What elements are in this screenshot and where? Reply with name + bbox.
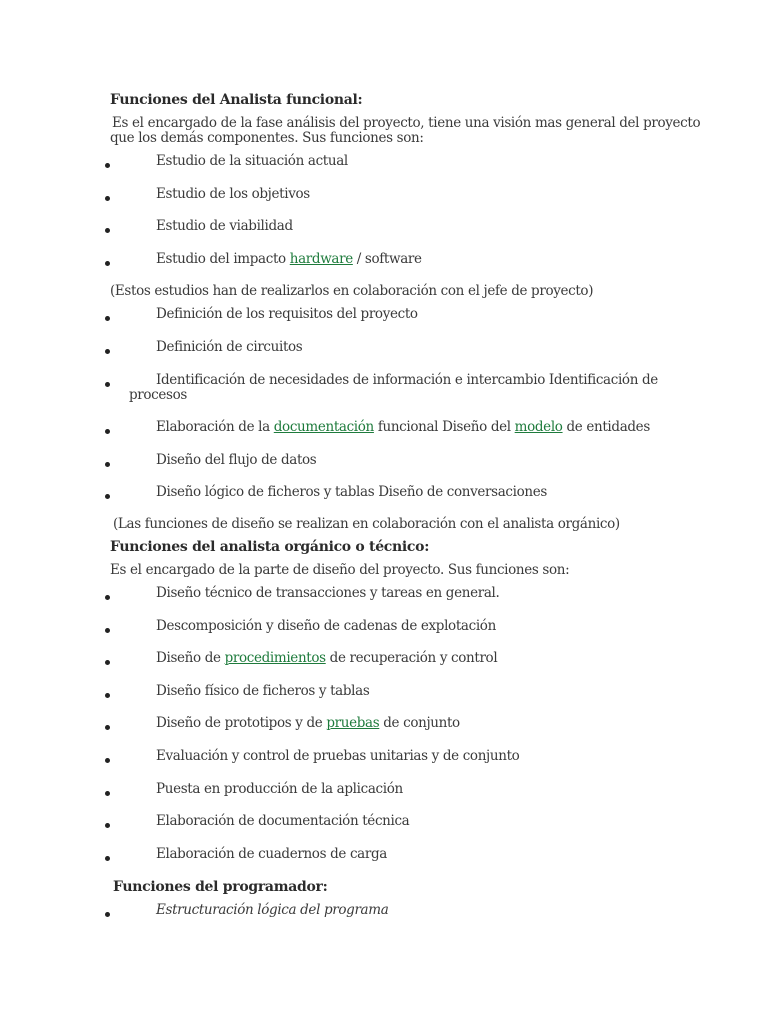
list-item: Puesta en producción de la aplicación (156, 781, 403, 797)
bullet-icon (105, 693, 110, 698)
list-item: Identificación de necesidades de información e intercambio Identificación de (156, 372, 658, 388)
modelo-link[interactable]: modelo (514, 419, 563, 435)
bullet-icon (105, 856, 110, 861)
list-item: Estudio de los objetivos (156, 186, 310, 202)
item-text: Diseño de prototipos y de (156, 715, 327, 731)
list-item: Diseño técnico de transacciones y tareas en general. (156, 585, 500, 601)
bullet-icon (105, 628, 110, 633)
pruebas-link[interactable]: pruebas (326, 715, 380, 731)
bullet-icon (105, 660, 110, 665)
procedimientos-link[interactable]: procedimientos (224, 650, 326, 666)
list-item: Diseño físico de ficheros y tablas (156, 683, 370, 699)
item-text: / software (352, 251, 422, 267)
bullet-icon (105, 912, 110, 917)
bullet-icon (105, 429, 110, 434)
item-text: de recuperación y control (325, 650, 498, 666)
bullet-icon (105, 261, 110, 266)
list-item-continuation: procesos (129, 387, 187, 403)
item-text: funcional Diseño del (373, 419, 515, 435)
bullet-icon (105, 823, 110, 828)
list-item: Definición de los requisitos del proyecto (156, 306, 418, 322)
list-item: Estructuración lógica del programa (156, 902, 389, 918)
list-item: Diseño lógico de ficheros y tablas Diseño de conversaciones (156, 484, 547, 500)
item-text: Diseño de (156, 650, 225, 666)
item-text: de entidades (562, 419, 650, 435)
list-item: Estudio de viabilidad (156, 218, 293, 234)
bullet-icon (105, 196, 110, 201)
bullet-icon (105, 595, 110, 600)
intro-line-1: Es el encargado de la fase análisis del proyecto, tiene una visión mas general del proyecto (112, 115, 701, 131)
list-item (156, 420, 650, 435)
bullet-icon (105, 462, 110, 467)
list-item: Elaboración de cuadernos de carga (156, 846, 387, 862)
item-text: Estudio del impacto (156, 251, 290, 267)
section-title-analista-funcional: Funciones del Analista funcional: (110, 92, 363, 108)
item-text: de conjunto (379, 715, 460, 731)
bullet-icon (105, 725, 110, 730)
section-title-analista-organico: Funciones del analista orgánico o técnico: (110, 539, 430, 555)
list-item (156, 716, 460, 731)
bullet-icon (105, 228, 110, 233)
list-item: Estudio de la situación actual (156, 153, 348, 169)
bullet-icon (105, 494, 110, 499)
note-estudios: (Estos estudios han de realizarlos en colaboración con el jefe de proyecto) (110, 283, 594, 299)
list-item: Definición de circuitos (156, 339, 303, 355)
documentacion-link[interactable]: documentación (273, 419, 374, 435)
bullet-icon (105, 316, 110, 321)
hardware-link[interactable]: hardware (289, 251, 353, 267)
item-text: Elaboración de la (156, 419, 274, 435)
list-item: Descomposición y diseño de cadenas de explotación (156, 618, 496, 634)
list-item: Diseño del flujo de datos (156, 452, 317, 468)
list-item (156, 252, 422, 267)
bullet-icon (105, 349, 110, 354)
list-item (156, 651, 497, 666)
bullet-icon (105, 382, 110, 387)
bullet-icon (105, 791, 110, 796)
intro-organico: Es el encargado de la parte de diseño del proyecto. Sus funciones son: (110, 562, 570, 578)
section-title-programador: Funciones del programador: (113, 879, 328, 895)
bullet-icon (105, 758, 110, 763)
intro-line-2: que los demás componentes. Sus funciones son: (110, 130, 424, 146)
list-item: Elaboración de documentación técnica (156, 813, 410, 829)
note-diseno: (Las funciones de diseño se realizan en colaboración con el analista orgánico) (113, 516, 620, 532)
bullet-icon (105, 163, 110, 168)
list-item: Evaluación y control de pruebas unitarias y de conjunto (156, 748, 520, 764)
